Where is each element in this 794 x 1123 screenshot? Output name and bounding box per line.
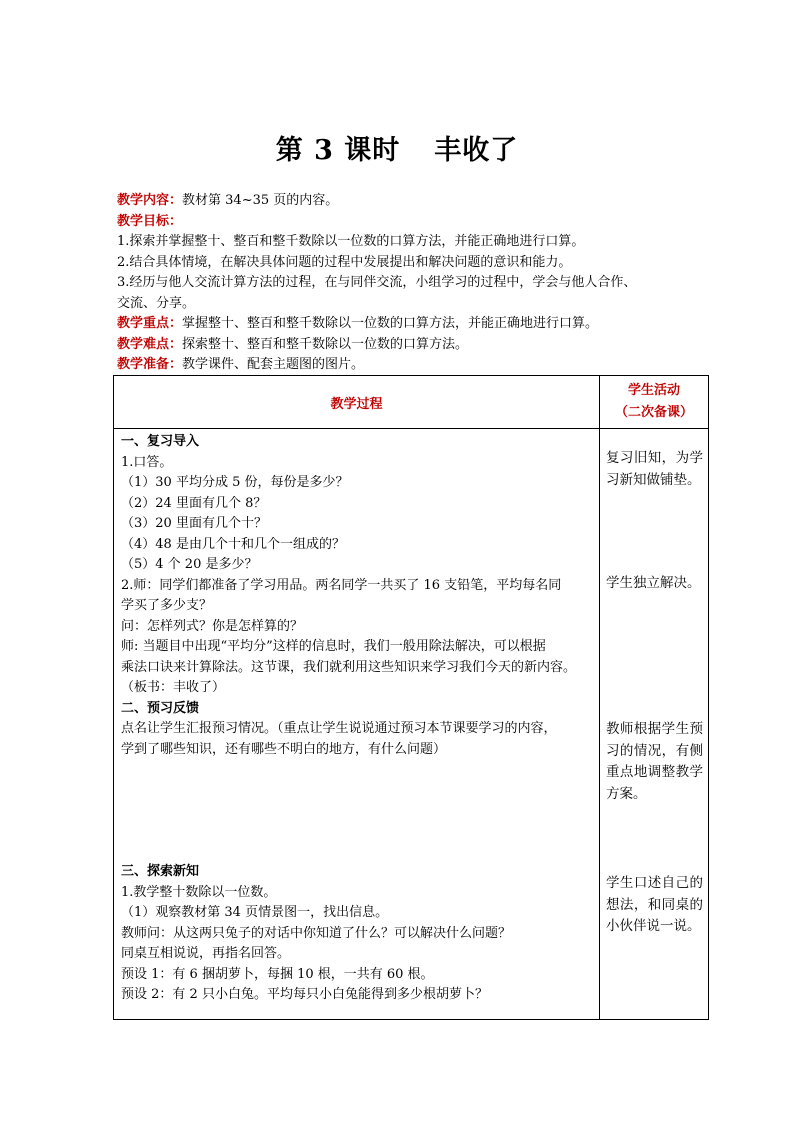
process-column xyxy=(121,432,595,1006)
process-line: 同桌互相说说，再指名回答。 xyxy=(121,946,291,961)
section-heading: 三、探索新知 xyxy=(121,864,200,879)
lesson-table xyxy=(113,375,709,1020)
process-line: 乘法口诀来计算除法。这节课，我们就利用这些知识来学习我们今天的新内容。 xyxy=(121,659,577,675)
process-line: （1）观察教材第 34 页情景图一，找出信息。 xyxy=(121,905,389,920)
column-divider xyxy=(599,376,600,1019)
difficulty-row xyxy=(117,335,717,356)
process-line: 2.师：同学们都准备了学习用品。两名同学一共买了 16 支铅笔，平均每名同 xyxy=(121,577,562,593)
content-row xyxy=(117,191,717,212)
process-line: （3）20 里面有几个十？ xyxy=(121,516,267,531)
lesson-meta xyxy=(117,191,717,376)
activity-note: 教师根据学生预习的情况，有侧重点地调整教学方案。 xyxy=(606,721,703,802)
content-label: 教学内容： xyxy=(117,193,183,208)
process-line: 教师问：从这两只兔子的对话中你知道了什么？可以解决什么问题？ xyxy=(121,925,512,941)
key-text: 掌握整十、整百和整千数除以一位数的口算方法，并能正确地进行口算。 xyxy=(182,316,599,331)
content-text: 教材第 34~35 页的内容。 xyxy=(182,193,339,208)
difficulty-text: 探索整十、整百和整千数除以一位数的口算方法。 xyxy=(182,336,469,352)
goal-line: 3.经历与他人交流计算方法的过程，在与同伴交流，小组学习的过程中，学会与他人合作、 xyxy=(117,275,637,290)
lesson-name: 丰收了 xyxy=(434,135,519,166)
difficulty-label: 教学难点： xyxy=(117,336,183,352)
section-heading: 二、预习反馈 xyxy=(121,700,200,716)
process-line: 问：怎样列式？你是怎样算的？ xyxy=(121,618,304,634)
process-line: 点名让学生汇报预习情况。（重点让学生说说通过预习本节课要学习的内容， xyxy=(121,721,557,736)
goal-row xyxy=(117,212,717,233)
process-line: （4）48 是由几个十和几个一组成的？ xyxy=(121,536,345,552)
process-line: （5）4 个 20 是多少？ xyxy=(121,557,258,572)
goal-line: 1.探索并掌握整十、整百和整千数除以一位数的口算方法，并能正确地进行口算。 xyxy=(117,234,585,249)
prep-label: 教学准备： xyxy=(117,357,183,372)
header-activity-subtitle: （二次备课） xyxy=(614,405,693,420)
process-line: （2）24 里面有几个 8？ xyxy=(121,495,267,511)
prep-row xyxy=(117,355,717,376)
activity-note: 学生独立解决。 xyxy=(606,575,701,591)
lesson-number: 第 3 课时 xyxy=(275,135,401,166)
process-line: 1.教学整十数除以一位数。 xyxy=(121,884,277,900)
section-heading: 一、复习导入 xyxy=(121,434,200,449)
process-line: 1.口答。 xyxy=(121,454,173,470)
process-line: 预设 1：有 6 捆胡萝卜，每捆 10 根，一共有 60 根。 xyxy=(121,966,434,982)
goal-label: 教学目标： xyxy=(117,213,183,229)
key-row xyxy=(117,314,717,335)
header-divider xyxy=(114,428,708,429)
header-activity xyxy=(600,380,708,424)
blank-space xyxy=(121,760,595,862)
header-activity-title: 学生活动 xyxy=(627,383,680,398)
process-line: 学到了哪些知识，还有哪些不明白的地方，有什么问题） xyxy=(121,741,447,757)
key-label: 教学重点： xyxy=(117,316,183,331)
activity-note: 学生口述自己的想法，和同桌的小伙伴说一说。 xyxy=(606,875,703,934)
activity-note: 复习旧知，为学习新知做铺垫。 xyxy=(606,450,703,488)
process-line: 预设 2：有 2 只小白兔。平均每只小白兔能得到多少根胡萝卜？ xyxy=(121,987,488,1002)
header-process: 教学过程 xyxy=(330,396,383,412)
process-line: 师: 当题目中出现“平均分”这样的信息时，我们一般用除法解决，可以根据 xyxy=(121,639,546,654)
process-line: （板书：丰收了） xyxy=(121,680,226,695)
prep-text: 教学课件、配套主题图的图片。 xyxy=(182,357,365,372)
goal-line: 交流、分享。 xyxy=(117,295,196,311)
process-line: （1）30 平均分成 5 份，每份是多少？ xyxy=(121,475,349,490)
page-title xyxy=(0,128,794,167)
process-line: 学买了多少支？ xyxy=(121,598,213,613)
goal-line: 2.结合具体情境，在解决具体问题的过程中发展提出和解决问题的意识和能力。 xyxy=(117,254,572,270)
